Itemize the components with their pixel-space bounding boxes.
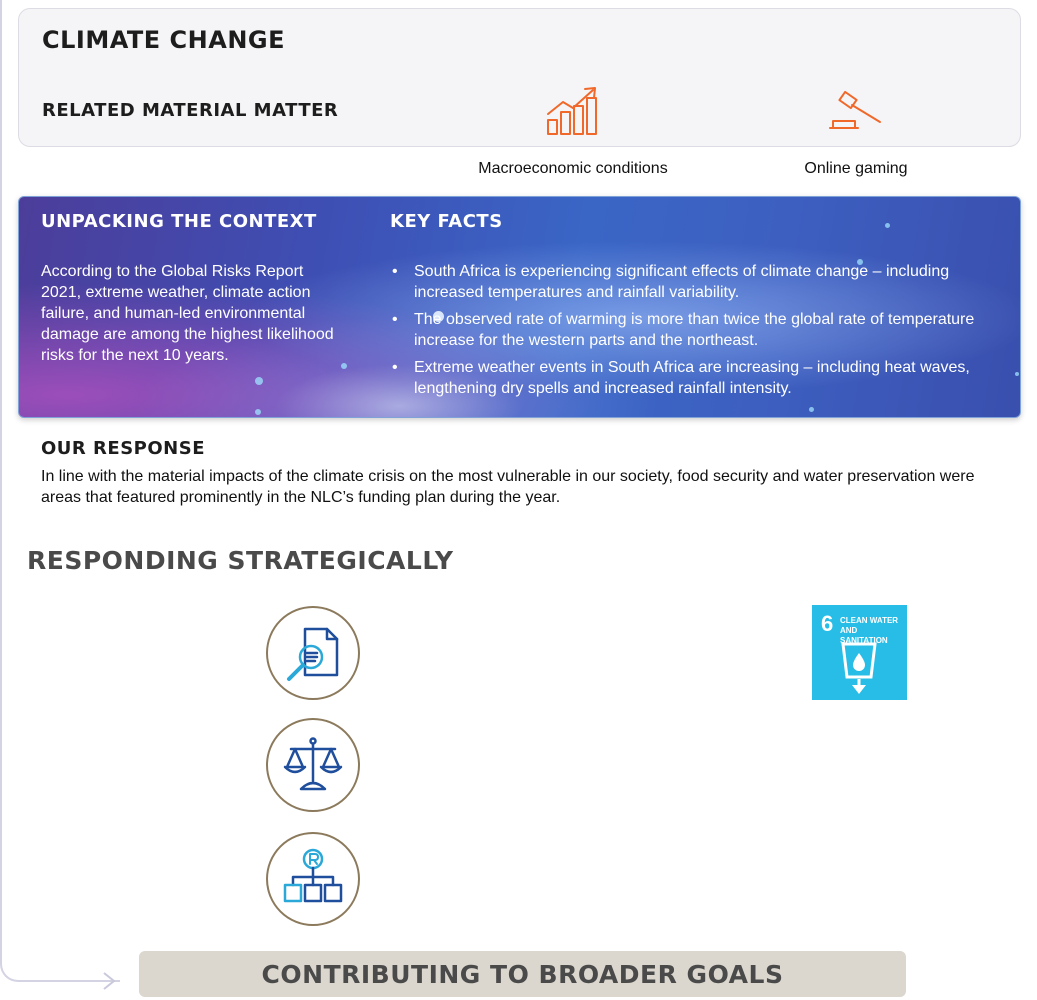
strategy-circle-document — [266, 606, 360, 700]
org-chart-icon — [281, 847, 345, 911]
context-heading: UNPACKING THE CONTEXT — [41, 211, 317, 232]
sparkle-dot — [885, 223, 890, 228]
sdg-title: CLEAN WATER AND SANITATION — [840, 616, 899, 645]
responding-strategically-heading: RESPONDING STRATEGICALLY — [27, 546, 454, 575]
sdg-number: 6 — [821, 611, 834, 636]
context-keyfacts-panel — [18, 196, 1021, 418]
key-facts-heading: KEY FACTS — [390, 211, 503, 232]
response-heading: OUR RESPONSE — [41, 438, 205, 459]
sparkle-dot — [255, 409, 261, 415]
response-text: In line with the material impacts of the climate crisis on the most vulnerable in our society, food security and water preservation were areas that featured prominently in the NLC’s funding plan during the year. — [41, 468, 975, 506]
key-fact-item: • Extreme weather events in South Africa are increasing – including heat waves, lengthening dry spells and increased rainfall intensity. — [390, 357, 990, 399]
material-matter-macroeconomic: Macroeconomic conditions — [478, 160, 668, 177]
key-fact-item: • The observed rate of warming is more than twice the global rate of temperature increase for the western parts and the northeast. — [390, 309, 990, 351]
page-title: CLIMATE CHANGE — [42, 26, 286, 54]
related-material-matter-label: RELATED MATERIAL MATTER — [42, 100, 339, 121]
material-matter-online-gaming: Online gaming — [804, 160, 908, 177]
contributing-broader-goals-banner: CONTRIBUTING TO BROADER GOALS — [139, 951, 906, 997]
strategy-circle-scales — [266, 718, 360, 812]
gavel-icon — [828, 88, 884, 140]
key-facts-list — [390, 261, 990, 405]
key-fact-item: • South Africa is experiencing significant effects of climate change – including increased temperatures and rainfall variability. — [390, 261, 990, 303]
sdg-6-tile — [812, 605, 907, 700]
scales-icon — [281, 733, 345, 797]
growth-chart-icon — [545, 86, 601, 138]
sparkle-dot — [255, 377, 263, 385]
context-text: According to the Global Risks Report 2021, extreme weather, climate action failure, and human-led environmental damage are among the highest likelihood risks for the next 10 years. — [41, 263, 334, 364]
sparkle-dot — [341, 363, 347, 369]
sparkle-dot — [809, 407, 814, 412]
sparkle-dot — [1015, 372, 1019, 376]
document-search-icon — [281, 621, 345, 685]
flow-arrow-icon — [100, 971, 120, 991]
water-glass-icon — [840, 641, 878, 695]
strategy-circle-orgchart — [266, 832, 360, 926]
